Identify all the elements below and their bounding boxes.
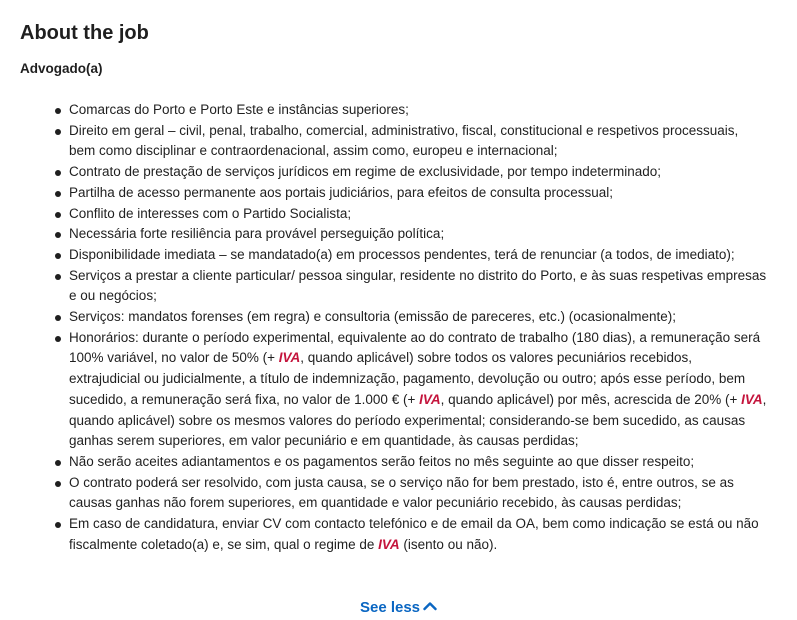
list-item-text — [69, 330, 766, 449]
text-segment: Honorários: durante o período experimental, equivalente ao do contrato de trabalho (180 dias), a remuneração será 100% variável, no valor de 50% (+ — [69, 329, 761, 366]
list-item-text — [69, 516, 759, 552]
list-item — [69, 121, 777, 162]
list-item-text: Comarcas do Porto e Porto Este e instâncias superiores; — [69, 102, 409, 117]
text-segment: , quando aplicável) sobre os mesmos valores do período experimental; considerando-se bem sucedido, as causas ganhas serem superiores, em valor pecuniário e em quantidade, às causas perdidas; — [69, 391, 767, 449]
list-item-text: Contrato de prestação de serviços jurídicos em regime de exclusividade, por tempo indeterminado; — [69, 164, 662, 180]
bullet-icon — [55, 129, 61, 135]
list-item-text: Partilha de acesso permanente aos portais judiciários, para efeitos de consulta processual; — [69, 184, 614, 200]
bullet-icon — [55, 460, 61, 466]
list-item — [69, 266, 777, 307]
bullet-icon — [55, 232, 61, 238]
section-title: About the job — [20, 22, 149, 44]
list-item — [69, 100, 777, 121]
bullet-icon — [55, 170, 61, 176]
list-item — [69, 307, 777, 328]
list-item-text: O contrato poderá ser resolvido, com justa causa, se o serviço não for bem prestado, isto é, entre outros, se as causas ganhas não forem superiores, em quantidade e valor pecuniário recebido, às causas perdidas; — [69, 474, 734, 511]
list-item — [69, 183, 777, 204]
bullet-icon — [55, 108, 61, 114]
text-segment: , quando aplicável) por mês, acrescida de 20% (+ — [440, 391, 742, 407]
bullet-icon — [55, 274, 61, 280]
bullet-icon — [55, 253, 61, 259]
list-item — [69, 452, 777, 473]
list-item — [69, 224, 777, 245]
text-segment: , quando aplicável) sobre todos os valores pecuniários recebidos, extrajudicial ou judicialmente, a título de indemnização, pagamento, devolução ou outro; após esse período, bem sucedido, a remuneração será fixa, no valor de 1.000 € (+ — [69, 350, 746, 407]
list-item-text: Serviços a prestar a cliente particular/ pessoa singular, residente no distrito do Porto, e às suas respetivas empresas e ou negócios; — [69, 267, 767, 304]
bullet-icon — [55, 191, 61, 197]
bullet-icon — [55, 481, 61, 487]
list-item — [69, 473, 777, 514]
list-item — [69, 162, 777, 183]
list-item — [69, 514, 777, 555]
list-item-text: Direito em geral – civil, penal, trabalho, comercial, administrativo, fiscal, constitucional e respetivos processuais, bem como disciplinar e contraordenacional, assim como, europeu e internacional; — [69, 122, 739, 159]
see-less-button[interactable] — [0, 598, 797, 618]
iva-highlight: IVA — [278, 350, 301, 366]
chevron-up-icon — [423, 597, 437, 617]
list-item — [69, 328, 777, 452]
text-segment: (isento ou não). — [399, 536, 498, 552]
iva-highlight: IVA — [378, 536, 400, 552]
list-item-text: Disponibilidade imediata – se mandatado(a) em processos pendentes, terá de renunciar (a todos, de imediato); — [69, 246, 735, 262]
list-item — [69, 204, 777, 225]
list-item-text: Serviços: mandatos forenses (em regra) e consultoria (emissão de pareceres, etc.) (ocasionalmente); — [69, 309, 677, 325]
iva-highlight: IVA — [419, 391, 441, 407]
bullet-icon — [55, 336, 61, 342]
bullet-icon — [55, 212, 61, 218]
job-requirements-list — [20, 100, 777, 555]
list-item-text: Não serão aceites adiantamentos e os pagamentos serão feitos no mês seguinte ao que disser respeito; — [69, 453, 695, 469]
list-item-text: Necessária forte resiliência para provável perseguição política; — [69, 226, 445, 242]
list-item-text: Conflito de interesses com o Partido Socialista; — [69, 205, 352, 221]
text-segment: Em caso de candidatura, enviar CV com contacto telefónico e de email da OA, bem como indicação se está ou não fiscalmente coletado(a) e, se sim, qual o regime de — [69, 516, 759, 552]
job-subtitle: Advogado(a) — [20, 61, 103, 76]
bullet-icon — [55, 522, 61, 528]
see-less-label: See less — [359, 599, 421, 616]
list-item — [69, 245, 777, 266]
bullet-icon — [55, 315, 61, 321]
iva-highlight: IVA — [741, 391, 763, 407]
